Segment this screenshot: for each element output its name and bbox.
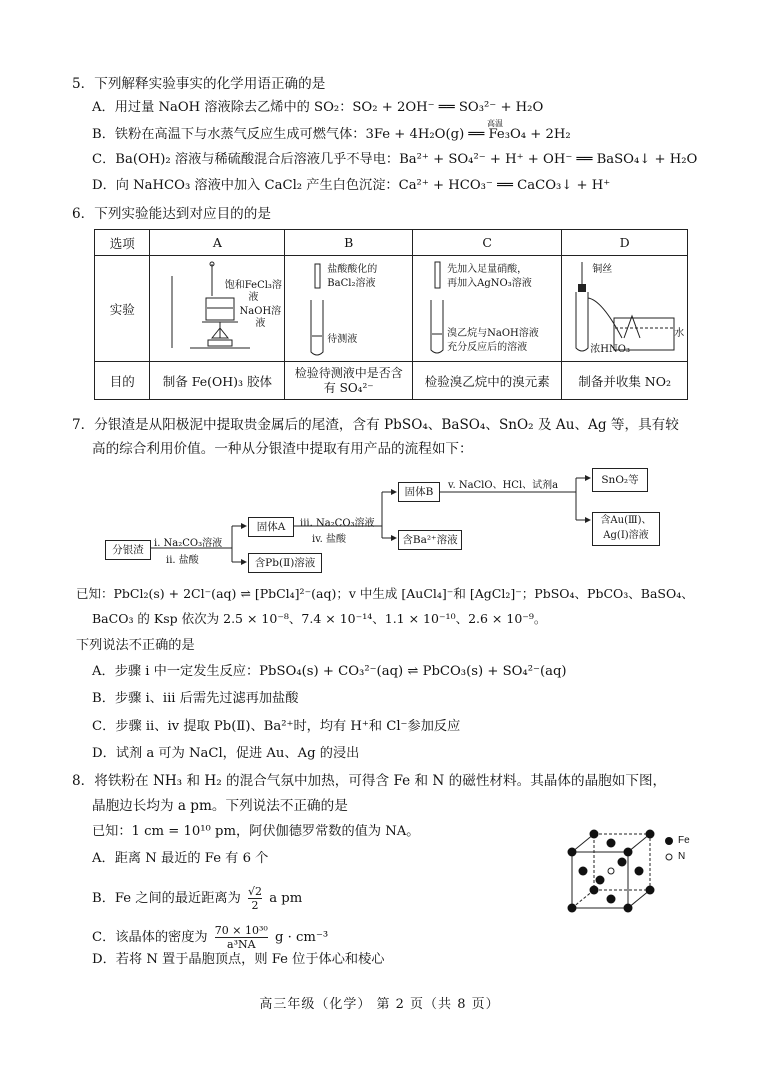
q7-stem-line1: 7．分银渣是从阳极泥中提取贵金属后的尾渣，含有 PbSO₄、BaSO₄、SnO₂ 及 Au、Ag 等，具有较	[72, 417, 679, 433]
label-add-agno3: 再加入AgNO₃溶液	[447, 278, 532, 289]
q7-option-a: A．步骤 i 中一定发生反应：PbSO₄(s) + CO₃²⁻(aq) ⇌ PbCO₃(s) + SO₄²⁻(aq)	[92, 664, 567, 679]
label-sat-fecl3: 饱和FeCl₃溶液	[224, 280, 282, 303]
label-acidified: 盐酸酸化的	[327, 264, 378, 275]
q6-goal-d: 制备并收集 NO₂	[562, 362, 688, 400]
label-conc-hno3: 浓HNO₃	[590, 344, 630, 355]
label-bacl2: BaCl₂溶液	[327, 278, 376, 289]
q8-b-numerator: √2	[248, 885, 263, 898]
legend-markers	[664, 836, 676, 866]
q6-header-option: 选项	[95, 230, 150, 256]
flow-step1: i. Na₂CO₃溶液	[154, 538, 223, 549]
q5-b-condition: 高温	[487, 119, 503, 128]
q8-known: 已知：1 cm = 10¹⁰ pm，阿伏伽德罗常数的值为 NA。	[92, 824, 420, 839]
q8-option-d: D．若将 N 置于晶胞顶点，则 Fe 位于体心和棱心	[92, 952, 385, 967]
q6-goal-a: 制备 Fe(OH)₃ 胶体	[150, 362, 285, 400]
legend-n-marker	[666, 854, 672, 860]
label-naoh: NaOH溶液	[239, 306, 282, 329]
q6-stem: 6．下列实验能达到对应目的的是	[72, 206, 271, 222]
q6-exp-d	[562, 256, 688, 362]
q8-c-fraction	[215, 924, 268, 951]
q8-b-fraction	[248, 885, 262, 912]
flow-solid-a-box: 固体A	[248, 517, 294, 537]
q6-header-d: D	[562, 230, 688, 256]
q7-option-b: B．步骤 i、iii 后需先过滤再加盐酸	[92, 691, 299, 706]
q5-stem: 5．下列解释实验事实的化学用语正确的是	[72, 76, 326, 92]
q6-row-label-exp: 实验	[95, 256, 150, 362]
q8-c-unit: g · cm⁻³	[275, 930, 329, 945]
q5-option-d: D．向 NaHCO₃ 溶液中加入 CaCl₂ 产生白色沉淀：Ca²⁺ + HCO₃⁻ ══ CaCO₃↓ + H⁺	[92, 178, 611, 193]
q7-option-c: C．步骤 ii、iv 提取 Pb(Ⅱ)、Ba²⁺时，均有 H⁺和 Cl⁻参加反应	[92, 719, 461, 734]
flow-solid-b-box: 固体B	[398, 482, 440, 502]
flow-ba-solution-box: 含Ba²⁺溶液	[398, 530, 462, 550]
q6-exp-c	[413, 256, 562, 362]
legend-fe-marker	[665, 837, 673, 845]
flow-step2: ii. 盐酸	[166, 555, 199, 566]
q8-stem-line2: 晶胞边长均为 a pm。下列说法不正确的是	[92, 798, 348, 814]
q7-known-line2: BaCO₃ 的 Ksp 依次为 2.5 × 10⁻⁸、7.4 × 10⁻¹⁴、1.1 × 10⁻¹⁰、2.6 × 10⁻⁹。	[92, 611, 547, 626]
q5-option-a: A．用过量 NaOH 溶液除去乙烯中的 SO₂：SO₂ + 2OH⁻ ══ SO₃²⁻ + H₂O	[92, 100, 544, 115]
label-copper-wire: 铜丝	[592, 264, 613, 275]
q7-stem-line2: 高的综合利用价值。一种从分银渣中提取有用产品的流程如下：	[92, 441, 473, 457]
legend-fe-label: Fe	[678, 835, 690, 846]
page-footer: 高三年级（化学） 第 2 页（共 8 页）	[259, 997, 500, 1012]
q8-b-text: B．Fe 之间的最近距离为	[92, 891, 241, 906]
q6-table	[94, 229, 688, 400]
q8-option-b	[92, 885, 302, 912]
q7-known-line1: 已知：PbCl₂(s) + 2Cl⁻(aq) ⇌ [PbCl₄]²⁻(aq)；v 中生成 [AuCl₄]⁻和 [AgCl₂]⁻；PbSO₄、PbCO₃、BaSO₄、	[76, 586, 694, 601]
q8-c-text: C．该晶体的密度为	[92, 930, 208, 945]
label-bromoethane: 溴乙烷与NaOH溶液	[447, 328, 539, 339]
q8-stem-line1: 8．将铁粉在 NH₃ 和 H₂ 的混合气氛中加热，可得含 Fe 和 N 的磁性材料。其晶体的晶胞如下图，	[72, 773, 667, 789]
q5-option-c: C．Ba(OH)₂ 溶液与稀硫酸混合后溶液几乎不导电：Ba²⁺ + SO₄²⁻ + H⁺ + OH⁻ ══ BaSO₄↓ + H₂O	[92, 152, 698, 167]
q6-row-label-goal: 目的	[95, 362, 150, 400]
flow-sno2-box: SnO₂等	[592, 468, 648, 492]
q8-c-numerator: 70 × 10³⁰	[214, 924, 268, 937]
q8-option-a: A．距离 N 最近的 Fe 有 6 个	[92, 851, 269, 866]
flow-au-ag-box	[592, 512, 660, 546]
flow-au-line: 含Au(Ⅲ)、	[600, 515, 652, 526]
q7-ask: 下列说法不正确的是	[76, 638, 195, 653]
label-test-liquid: 待测液	[327, 334, 358, 345]
q8-c-denominator: a³NA	[227, 938, 256, 951]
flow-step4: iv. 盐酸	[312, 534, 347, 545]
q6-exp-b	[285, 256, 413, 362]
label-add-nitric: 先加入足量硝酸，	[447, 264, 528, 275]
q6-exp-a	[150, 256, 285, 362]
q6-header-b: B	[285, 230, 413, 256]
label-reacted-solution: 充分反应后的溶液	[447, 342, 528, 353]
q6-goal-c: 检验溴乙烷中的溴元素	[413, 362, 562, 400]
flow-ag-line: Ag(Ⅰ)溶液	[603, 530, 649, 541]
q7-option-d: D．试剂 a 可为 NaCl，促进 Au、Ag 的浸出	[92, 746, 360, 761]
flow-pb-solution-box: 含Pb(Ⅱ)溶液	[248, 553, 322, 573]
flow-step5: v. NaClO、HCl、试剂a	[448, 480, 559, 491]
label-water: 水	[674, 328, 685, 339]
q5-option-b: B．铁粉在高温下与水蒸气反应生成可燃气体：3Fe + 4H₂O(g) ══ Fe₃O₄ + 2H₂	[92, 127, 571, 142]
q6-goal-b: 检验待测液中是否含有 SO₄²⁻	[285, 362, 413, 400]
q8-option-c	[92, 924, 328, 951]
q8-b-denominator: 2	[251, 899, 259, 912]
q6-header-a: A	[150, 230, 285, 256]
q6-header-c: C	[413, 230, 562, 256]
legend-n-label: N	[678, 851, 686, 862]
flow-start-box: 分银渣	[105, 540, 151, 560]
flow-step3: iii. Na₂CO₃溶液	[300, 518, 375, 529]
crystal-cell-diagram	[560, 822, 660, 922]
q8-b-unit: a pm	[269, 891, 303, 906]
